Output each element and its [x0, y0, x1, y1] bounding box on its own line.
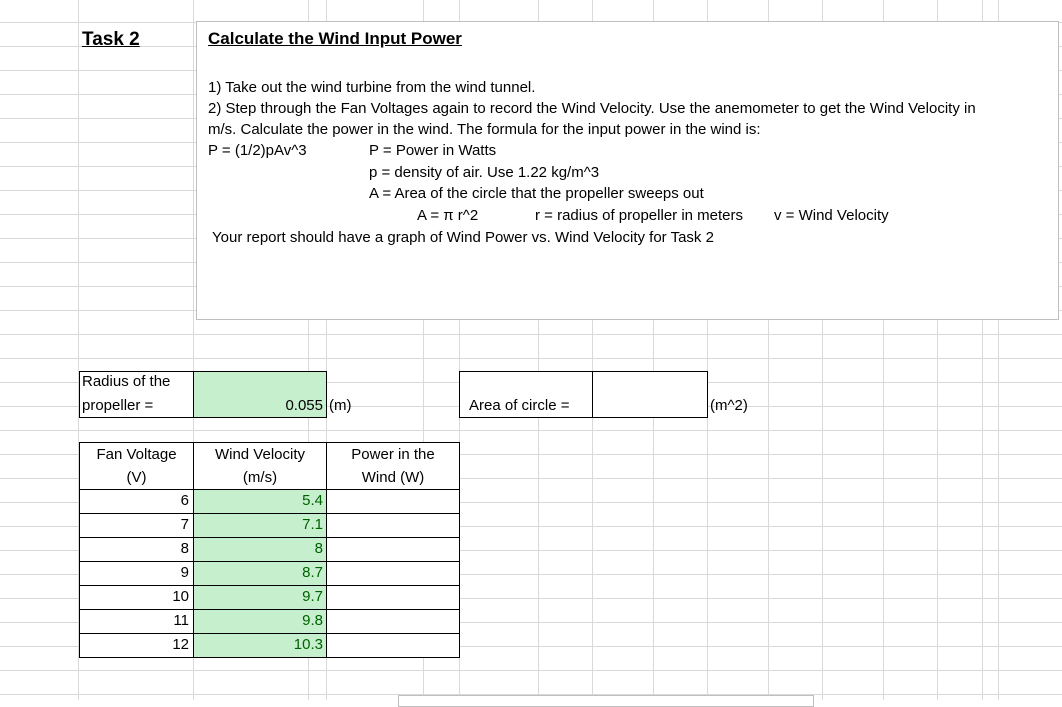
power-cell[interactable]: [326, 513, 460, 538]
power-cell[interactable]: [326, 561, 460, 586]
voltage-value: 6: [180, 492, 189, 509]
power-cell[interactable]: [326, 609, 460, 634]
radius-value: 0.055: [285, 397, 323, 414]
voltage-value: 11: [173, 612, 189, 629]
power-formula: P = (1/2)pAv^3: [208, 142, 307, 159]
header-wind-power-line-1: Power in the: [351, 446, 435, 463]
voltage-value: 12: [172, 636, 189, 653]
power-cell[interactable]: [326, 489, 460, 514]
instructions-textbox[interactable]: [196, 21, 1059, 320]
radius-label-line-1: Radius of the: [82, 373, 171, 390]
instruction-step-2-line-1: 2) Step through the Fan Voltages again to record the Wind Velocity. Use the anemometer to get the Wind Velocity in: [208, 100, 976, 117]
header-wind-power-line-2: Wind (W): [361, 469, 425, 486]
header-wind-velocity-line-1: Wind Velocity: [214, 446, 306, 463]
power-cell[interactable]: [326, 537, 460, 562]
definition-radius: r = radius of propeller in meters: [535, 207, 744, 224]
power-cell[interactable]: [326, 585, 460, 610]
report-note: Your report should have a graph of Wind Power vs. Wind Velocity for Task 2: [212, 229, 714, 246]
voltage-value: 8: [180, 540, 189, 557]
area-value-cell[interactable]: [592, 371, 708, 418]
velocity-value: 7.1: [302, 516, 323, 533]
instructions-title: Calculate the Wind Input Power: [208, 29, 462, 48]
area-unit: (m^2): [710, 397, 748, 414]
voltage-value: 7: [180, 516, 189, 533]
voltage-value: 9: [180, 564, 189, 581]
instruction-step-1: 1) Take out the wind turbine from the wind tunnel.: [208, 79, 536, 96]
velocity-value: 8: [314, 540, 323, 557]
chart-placeholder-box[interactable]: [398, 695, 814, 707]
radius-label-line-2: propeller =: [82, 397, 154, 414]
definition-power: P = Power in Watts: [369, 142, 497, 159]
definition-density: p = density of air. Use 1.22 kg/m^3: [369, 164, 600, 181]
velocity-value: 8.7: [302, 564, 323, 581]
definition-velocity: v = Wind Velocity: [774, 207, 889, 224]
definition-area: A = Area of the circle that the propeller sweeps out: [369, 185, 704, 202]
voltage-value: 10: [172, 588, 189, 605]
header-fan-voltage-line-2: (V): [126, 469, 147, 486]
power-cell[interactable]: [326, 633, 460, 658]
area-formula: A = π r^2: [417, 207, 479, 224]
radius-unit: (m): [329, 397, 352, 414]
task-title: Task 2: [82, 29, 140, 50]
header-wind-velocity-line-2: (m/s): [242, 469, 278, 486]
velocity-value: 9.7: [302, 588, 323, 605]
header-fan-voltage-line-1: Fan Voltage: [96, 446, 177, 463]
velocity-value: 10.3: [293, 636, 323, 653]
area-label: Area of circle =: [469, 397, 570, 414]
velocity-value: 9.8: [302, 612, 323, 629]
instruction-step-2-line-2: m/s. Calculate the power in the wind. The formula for the input power in the wind is:: [208, 121, 761, 138]
velocity-value: 5.4: [302, 492, 323, 509]
